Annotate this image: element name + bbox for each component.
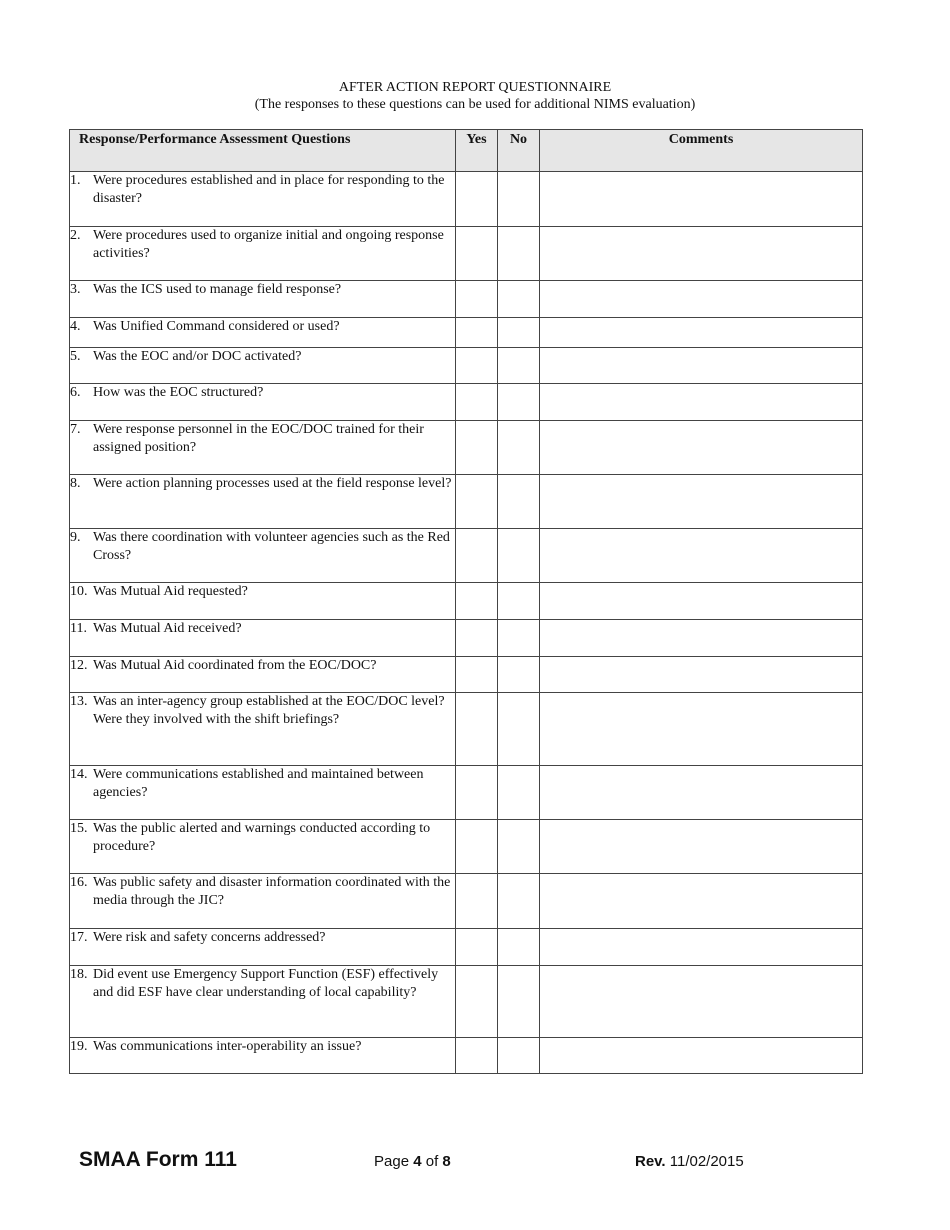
question-cell <box>70 620 456 657</box>
table-row <box>70 966 863 1038</box>
no-cell[interactable] <box>498 966 540 1038</box>
no-cell[interactable] <box>498 227 540 281</box>
no-cell[interactable] <box>498 475 540 529</box>
comments-cell[interactable] <box>540 820 863 874</box>
page-prefix: Page <box>374 1153 410 1170</box>
comments-cell[interactable] <box>540 620 863 657</box>
question-number: 2. <box>70 228 81 243</box>
question-text: Were risk and safety concerns addressed? <box>93 930 326 945</box>
comments-cell[interactable] <box>540 172 863 227</box>
question-number: 16. <box>70 875 88 890</box>
table-header-row <box>70 130 863 172</box>
comments-cell[interactable] <box>540 348 863 384</box>
form-name: SMAA Form 111 <box>79 1148 237 1171</box>
yes-cell[interactable] <box>456 620 498 657</box>
question-number: 17. <box>70 930 88 945</box>
no-cell[interactable] <box>498 820 540 874</box>
table-row <box>70 693 863 766</box>
question-number: 13. <box>70 694 88 709</box>
column-header-question: Response/Performance Assessment Questions <box>70 130 456 172</box>
yes-cell[interactable] <box>456 820 498 874</box>
page-total: 8 <box>442 1153 451 1170</box>
document-subtitle: (The responses to these questions can be used for additional NIMS evaluation) <box>254 97 696 112</box>
question-text: Was the ICS used to manage field response? <box>93 282 342 297</box>
yes-cell[interactable] <box>456 318 498 348</box>
comments-cell[interactable] <box>540 583 863 620</box>
yes-cell[interactable] <box>456 529 498 583</box>
table-row <box>70 929 863 966</box>
question-number: 14. <box>70 767 88 782</box>
comments-cell[interactable] <box>540 874 863 929</box>
yes-cell[interactable] <box>456 693 498 766</box>
table-row <box>70 620 863 657</box>
question-number: 19. <box>70 1039 88 1054</box>
table-row <box>70 657 863 693</box>
no-cell[interactable] <box>498 529 540 583</box>
yes-cell[interactable] <box>456 384 498 421</box>
yes-cell[interactable] <box>456 657 498 693</box>
table-row <box>70 529 863 583</box>
rev-label: Rev. <box>635 1153 666 1170</box>
question-number: 18. <box>70 967 88 982</box>
comments-cell[interactable] <box>540 657 863 693</box>
comments-cell[interactable] <box>540 421 863 475</box>
yes-cell[interactable] <box>456 475 498 529</box>
question-number: 9. <box>70 530 81 545</box>
yes-cell[interactable] <box>456 348 498 384</box>
revision-info <box>635 1153 744 1170</box>
question-text: Was Mutual Aid received? <box>93 621 242 636</box>
question-text: Was Unified Command considered or used? <box>93 319 340 334</box>
question-cell <box>70 966 456 1038</box>
question-number: 15. <box>70 821 88 836</box>
question-text: How was the EOC structured? <box>93 385 264 400</box>
comments-cell[interactable] <box>540 1038 863 1074</box>
page-number <box>374 1153 451 1170</box>
question-number: 12. <box>70 658 88 673</box>
question-cell <box>70 172 456 227</box>
question-text: Was communications inter-operability an issue? <box>93 1039 362 1054</box>
table-row <box>70 348 863 384</box>
table-row <box>70 227 863 281</box>
question-cell <box>70 1038 456 1074</box>
no-cell[interactable] <box>498 1038 540 1074</box>
question-text: Were procedures established and in place for responding to the disaster? <box>93 173 445 206</box>
comments-cell[interactable] <box>540 766 863 820</box>
comments-cell[interactable] <box>540 281 863 318</box>
question-cell <box>70 874 456 929</box>
no-cell[interactable] <box>498 421 540 475</box>
questionnaire-table <box>69 129 863 1074</box>
no-cell[interactable] <box>498 929 540 966</box>
table-row <box>70 1038 863 1074</box>
table-row <box>70 421 863 475</box>
page-of: of <box>425 1153 439 1170</box>
question-number: 5. <box>70 349 81 364</box>
page-footer <box>0 1148 950 1178</box>
table-row <box>70 874 863 929</box>
question-number: 3. <box>70 282 81 297</box>
comments-cell[interactable] <box>540 929 863 966</box>
question-number: 11. <box>70 621 87 636</box>
question-text: Was public safety and disaster information coordinated with the media through the JIC? <box>93 875 451 908</box>
questionnaire-body <box>70 172 863 1074</box>
no-cell[interactable] <box>498 766 540 820</box>
comments-cell[interactable] <box>540 966 863 1038</box>
no-cell[interactable] <box>498 583 540 620</box>
yes-cell[interactable] <box>456 766 498 820</box>
rev-date: 11/02/2015 <box>669 1153 744 1170</box>
yes-cell[interactable] <box>456 583 498 620</box>
table-row <box>70 766 863 820</box>
comments-cell[interactable] <box>540 529 863 583</box>
comments-cell[interactable] <box>540 693 863 766</box>
question-cell <box>70 348 456 384</box>
document-header <box>0 79 950 113</box>
table-row <box>70 281 863 318</box>
question-cell <box>70 657 456 693</box>
table-row <box>70 384 863 421</box>
yes-cell[interactable] <box>456 172 498 227</box>
question-text: Were communications established and maintained between agencies? <box>93 767 424 800</box>
question-text: Was an inter-agency group established at the EOC/DOC level? Were they involved with the shift briefings? <box>93 694 445 727</box>
question-text: Was the public alerted and warnings conducted according to procedure? <box>93 821 431 854</box>
comments-cell[interactable] <box>540 227 863 281</box>
question-number: 1. <box>70 173 81 188</box>
page-current: 4 <box>413 1153 422 1170</box>
question-cell <box>70 475 456 529</box>
question-cell <box>70 693 456 766</box>
question-cell <box>70 766 456 820</box>
question-cell <box>70 421 456 475</box>
no-cell[interactable] <box>498 384 540 421</box>
column-header-comments: Comments <box>540 130 863 172</box>
question-number: 10. <box>70 584 88 599</box>
question-cell <box>70 820 456 874</box>
table-row <box>70 475 863 529</box>
question-number: 4. <box>70 319 81 334</box>
yes-cell[interactable] <box>456 421 498 475</box>
column-header-no: No <box>498 130 540 172</box>
comments-cell[interactable] <box>540 318 863 348</box>
question-cell <box>70 227 456 281</box>
question-text: Was Mutual Aid requested? <box>93 584 248 599</box>
question-number: 7. <box>70 422 81 437</box>
question-text: Were response personnel in the EOC/DOC trained for their assigned position? <box>93 422 424 455</box>
no-cell[interactable] <box>498 172 540 227</box>
no-cell[interactable] <box>498 657 540 693</box>
question-cell <box>70 529 456 583</box>
table-row <box>70 820 863 874</box>
question-cell <box>70 384 456 421</box>
question-number: 8. <box>70 476 81 491</box>
no-cell[interactable] <box>498 693 540 766</box>
no-cell[interactable] <box>498 318 540 348</box>
question-text: Were procedures used to organize initial and ongoing response activities? <box>93 228 444 261</box>
yes-cell[interactable] <box>456 966 498 1038</box>
question-text: Was Mutual Aid coordinated from the EOC/DOC? <box>93 658 377 673</box>
table-row <box>70 583 863 620</box>
question-cell <box>70 281 456 318</box>
no-cell[interactable] <box>498 281 540 318</box>
no-cell[interactable] <box>498 620 540 657</box>
comments-cell[interactable] <box>540 384 863 421</box>
question-text: Was the EOC and/or DOC activated? <box>93 349 302 364</box>
question-text: Was there coordination with volunteer agencies such as the Red Cross? <box>93 530 450 563</box>
question-cell <box>70 929 456 966</box>
yes-cell[interactable] <box>456 227 498 281</box>
question-cell <box>70 318 456 348</box>
no-cell[interactable] <box>498 348 540 384</box>
question-cell <box>70 583 456 620</box>
question-text: Were action planning processes used at the field response level? <box>93 476 452 491</box>
table-row <box>70 318 863 348</box>
yes-cell[interactable] <box>456 1038 498 1074</box>
document-title: AFTER ACTION REPORT QUESTIONNAIRE <box>338 80 612 95</box>
yes-cell[interactable] <box>456 874 498 929</box>
yes-cell[interactable] <box>456 929 498 966</box>
yes-cell[interactable] <box>456 281 498 318</box>
question-text: Did event use Emergency Support Function (ESF) effectively and did ESF have clear understanding of local capability? <box>93 967 439 1000</box>
table-row <box>70 172 863 227</box>
no-cell[interactable] <box>498 874 540 929</box>
question-number: 6. <box>70 385 81 400</box>
column-header-yes: Yes <box>456 130 498 172</box>
comments-cell[interactable] <box>540 475 863 529</box>
